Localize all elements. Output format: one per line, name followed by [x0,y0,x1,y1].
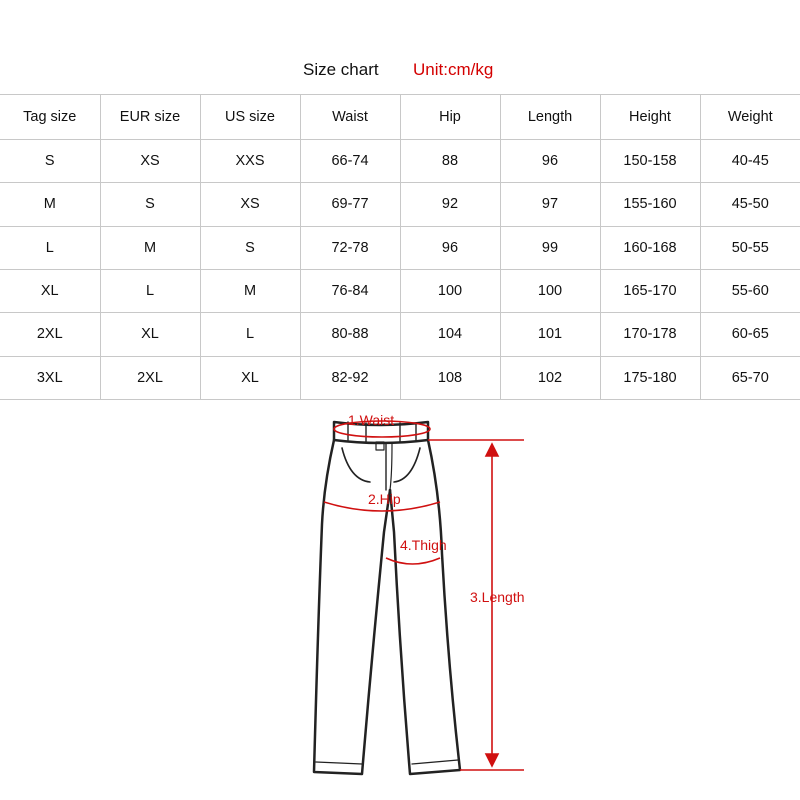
col-header: US size [200,95,300,140]
col-header: Weight [700,95,800,140]
table-cell: 175-180 [600,356,700,399]
table-row [0,226,800,269]
table-cell: 72-78 [300,226,400,269]
table-row [0,140,800,183]
table-cell: 66-74 [300,140,400,183]
thigh-label: 4.Thigh [400,537,447,553]
table-cell: 2XL [100,356,200,399]
table-cell: 2XL [0,313,100,356]
pants-illustration [300,404,560,796]
table-cell: 104 [400,313,500,356]
col-header: Height [600,95,700,140]
waist-label: 1.Waist [348,412,395,428]
table-cell: 50-55 [700,226,800,269]
table-cell: L [0,226,100,269]
table-header-row [0,95,800,140]
table-cell: S [200,226,300,269]
table-cell: M [200,269,300,312]
table-cell: 100 [400,269,500,312]
length-label: 3.Length [470,589,525,605]
table-cell: XL [100,313,200,356]
table-row [0,313,800,356]
table-cell: XS [200,183,300,226]
table-cell: 101 [500,313,600,356]
table-cell: 170-178 [600,313,700,356]
table-row [0,183,800,226]
chart-title: Size chart [303,60,379,79]
table-cell: 88 [400,140,500,183]
table-cell: M [100,226,200,269]
table-cell: 80-88 [300,313,400,356]
table-cell: 108 [400,356,500,399]
table-cell: L [200,313,300,356]
table-cell: XS [100,140,200,183]
table-cell: XL [0,269,100,312]
col-header: Waist [300,95,400,140]
length-arrow-bottom [486,754,498,766]
thigh-measure-arc [386,558,440,564]
col-header: EUR size [100,95,200,140]
col-header: Length [500,95,600,140]
table-cell: 165-170 [600,269,700,312]
table-cell: 100 [500,269,600,312]
col-header: Tag size [0,95,100,140]
table-cell: 150-158 [600,140,700,183]
pants-outline-icon [314,422,460,774]
hip-label: 2.Hip [368,491,401,507]
table-cell: 69-77 [300,183,400,226]
table-row [0,356,800,399]
table-cell: 96 [500,140,600,183]
table-cell: 96 [400,226,500,269]
table-cell: 45-50 [700,183,800,226]
table-cell: M [0,183,100,226]
table-cell: L [100,269,200,312]
table-cell: 102 [500,356,600,399]
measurement-diagram [300,404,560,796]
table-cell: 40-45 [700,140,800,183]
table-cell: 99 [500,226,600,269]
table-cell: XL [200,356,300,399]
table-cell: 60-65 [700,313,800,356]
table-cell: 160-168 [600,226,700,269]
table-cell: 155-160 [600,183,700,226]
table-cell: 65-70 [700,356,800,399]
table-cell: 3XL [0,356,100,399]
table-cell: XXS [200,140,300,183]
table-cell: 82-92 [300,356,400,399]
table-cell: 92 [400,183,500,226]
table-cell: S [100,183,200,226]
table-cell: 97 [500,183,600,226]
table-cell: 55-60 [700,269,800,312]
chart-header [0,48,800,94]
col-header: Hip [400,95,500,140]
table-cell: S [0,140,100,183]
table-cell: 76-84 [300,269,400,312]
table-row [0,269,800,312]
size-table [0,94,800,400]
length-arrow-top [486,444,498,456]
unit-label: Unit:cm/kg [413,60,494,79]
